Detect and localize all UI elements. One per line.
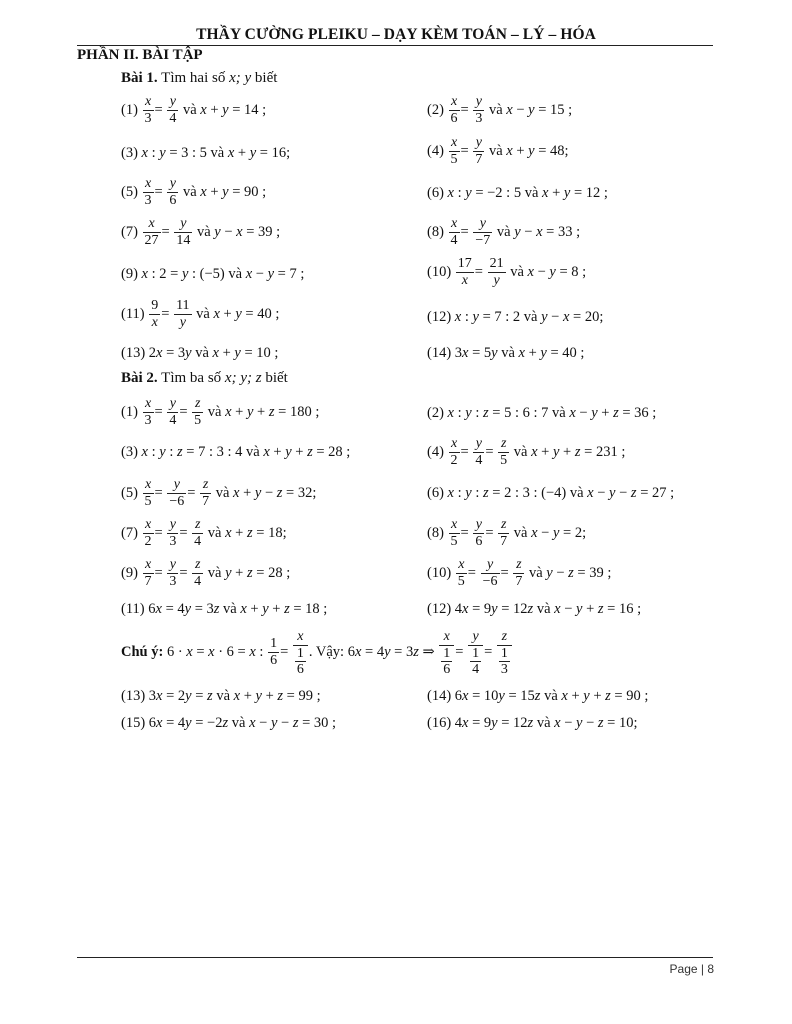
- note-vay: . Vậy:: [308, 643, 345, 660]
- exercise-1-heading: [121, 70, 277, 87]
- problem-1-14: (14) 3x = 5y và x + y = 40 ;: [427, 345, 585, 361]
- problem-1-10: (10) $\frac{17}{x}$ = $\frac{21}{y}$ và x − y = 8 ;: [427, 256, 587, 288]
- page-number: Page | 8: [669, 962, 714, 976]
- exercise-2-tail: biết: [265, 370, 288, 386]
- exercise-1-tail: biết: [254, 70, 278, 86]
- problem-1-1: (1) $\frac{x}{3}$ = $\frac{y}{4}$ và x + y = 14 ;: [121, 94, 267, 126]
- problem-2-14: (14) 6x = 10y = 15z và x + y + z = 90 ;: [427, 688, 649, 704]
- problem-1-4: (4) $\frac{x}{5}$ = $\frac{y}{7}$ và x + y = 48;: [427, 135, 569, 167]
- problem-1-2: (2) $\frac{x}{6}$ = $\frac{y}{3}$ và x − y = 15 ;: [427, 94, 573, 126]
- problem-2-11: (11) 6x = 4y = 3z và x + y + z = 18 ;: [121, 601, 328, 617]
- problem-2-5: (5) $\frac{x}{5}$ = $\frac{y}{-6}$ = $\frac{z}{7}$ và x + y − z = 32;: [121, 477, 317, 509]
- problem-2-10: (10) $\frac{x}{5}$ = $\frac{y}{-6}$ = $\frac{z}{7}$ và y − z = 39 ;: [427, 557, 612, 589]
- problem-1-9: (9) x : 2 = y : (−5) và x − y = 7 ;: [121, 266, 305, 282]
- problem-2-6: (6) x : y : z = 2 : 3 : (−4) và x − y − z = 27 ;: [427, 485, 675, 501]
- problem-1-11: (11) $\frac{9}{x}$ = $\frac{11}{y}$ và x + y = 40 ;: [121, 298, 280, 330]
- exercise-1-label: Bài 1.: [121, 70, 158, 86]
- problem-2-16: (16) 4x = 9y = 12z và x − y − z = 10;: [427, 715, 638, 731]
- problem-2-12: (12) 4x = 9y = 12z và x − y + z = 16 ;: [427, 601, 642, 617]
- problem-2-4: (4) $\frac{x}{2}$ = $\frac{y}{4}$ = $\frac{z}{5}$ và x + y + z = 231 ;: [427, 436, 626, 468]
- exercise-1-vars: x; y: [229, 70, 252, 86]
- problem-1-8: (8) $\frac{x}{4}$ = $\frac{y}{-7}$ và y − x = 33 ;: [427, 216, 581, 248]
- page-header-title: THẦY CƯỜNG PLEIKU – DẠY KÈM TOÁN – LÝ – HÓA: [196, 26, 596, 43]
- problem-1-3: (3) x : y = 3 : 5 và x + y = 16;: [121, 145, 291, 161]
- exercise-2-vars: x; y; z: [224, 370, 262, 386]
- problem-2-2: (2) x : y : z = 5 : 6 : 7 và x − y + z = 36 ;: [427, 405, 657, 421]
- section-title: PHẦN II. BÀI TẬP: [77, 47, 203, 63]
- problem-1-7: (7) $\frac{x}{27}$ = $\frac{y}{14}$ và y − x = 39 ;: [121, 216, 281, 248]
- header-rule: [77, 45, 713, 46]
- problem-1-13: (13) 2x = 3y và x + y = 10 ;: [121, 345, 279, 361]
- note-label: Chú ý:: [121, 643, 164, 660]
- problem-2-3: (3) x : y : z = 7 : 3 : 4 và x + y + z = 28 ;: [121, 444, 351, 460]
- problem-1-12: (12) x : y = 7 : 2 và y − x = 20;: [427, 309, 604, 325]
- exercise-2-label: Bài 2.: [121, 370, 158, 386]
- problem-2-1: (1) $\frac{x}{3}$ = $\frac{y}{4}$ = $\frac{z}{5}$ và x + y + z = 180 ;: [121, 396, 320, 428]
- problem-2-13: (13) 3x = 2y = z và x + y + z = 99 ;: [121, 688, 321, 704]
- problem-2-15: (15) 6x = 4y = −2z và x − y − z = 30 ;: [121, 715, 337, 731]
- footer-rule: [77, 957, 713, 958]
- problem-1-6: (6) x : y = −2 : 5 và x + y = 12 ;: [427, 185, 608, 201]
- exercise-1-text: Tìm hai số: [161, 70, 226, 86]
- problem-2-8: (8) $\frac{x}{5}$ = $\frac{y}{6}$ = $\frac{z}{7}$ và x − y = 2;: [427, 517, 587, 549]
- note-line: Chú ý: 6 · x = x · 6 = x : $\frac{1}{6}$ = $\frac{x}{\frac{1}{6}}$ . Vậy: 6x = 4y = 3z ⇒ $\frac{x}{\frac{1}{6}}$ = $\frac{y}{\frac{1}{4}}$ = $\frac{z}{\frac{1}{3}}$: [121, 628, 513, 677]
- exercise-2-heading: [121, 370, 288, 387]
- problem-1-5: (5) $\frac{x}{3}$ = $\frac{y}{6}$ và x + y = 90 ;: [121, 176, 267, 208]
- exercise-2-text: Tìm ba số: [161, 370, 222, 386]
- problem-2-9: (9) $\frac{x}{7}$ = $\frac{y}{3}$ = $\frac{z}{4}$ và y + z = 28 ;: [121, 557, 291, 589]
- problem-2-7: (7) $\frac{x}{2}$ = $\frac{y}{3}$ = $\frac{z}{4}$ và x + z = 18;: [121, 517, 287, 549]
